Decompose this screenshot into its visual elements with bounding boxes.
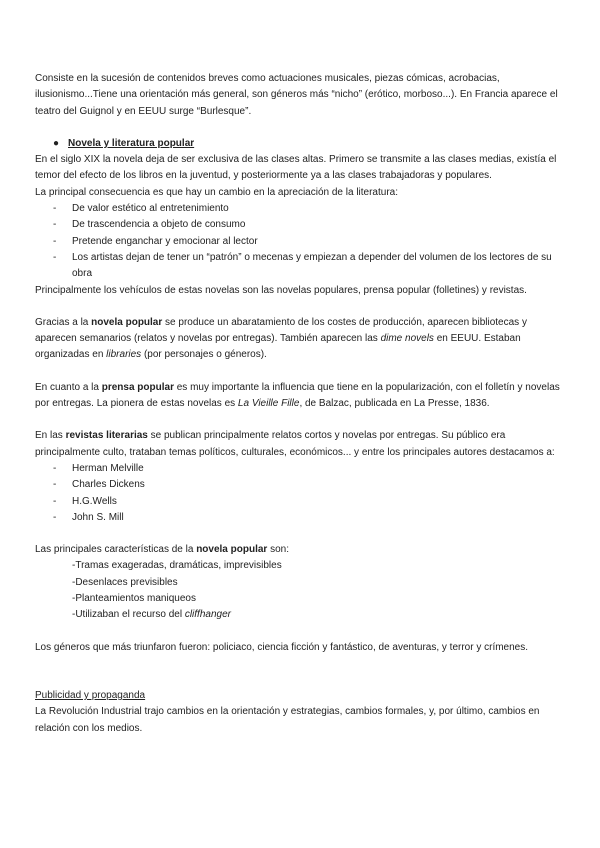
author-name: H.G.Wells xyxy=(72,495,117,507)
author-name: Herman Melville xyxy=(72,462,144,474)
paragraph-novela-popular xyxy=(35,315,570,364)
spacer xyxy=(35,624,570,640)
paragraph-consecuencia: La principal consecuencia es que hay un cambio en la apreciación de la literatura: xyxy=(35,186,399,198)
bold-term: prensa popular xyxy=(101,381,174,393)
text-run: (por personajes o géneros). xyxy=(141,349,267,361)
text-run: son: xyxy=(267,544,289,556)
text-run: en EEUU. Estaban organizadas en xyxy=(35,333,521,361)
text-run: , de Balzac, publicada en La Presse, 1836. xyxy=(299,398,490,410)
list-item: -Tramas exageradas, dramáticas, imprevisibles xyxy=(72,560,282,572)
section-title-novela: Novela y literatura popular xyxy=(68,137,195,149)
dash-icon: - xyxy=(53,462,57,474)
paragraph-vehiculos: Principalmente los vehículos de estas novelas son las novelas populares, prensa popular (folletines) y revistas. xyxy=(35,284,527,296)
paragraph-revolucion: La Revolución Industrial trajo cambios en la orientación y estrategias, cambios formales, y, por último, cambios en relación con los medios. xyxy=(35,706,540,734)
paragraph-generos: Los géneros que más triunfaron fueron: policiaco, ciencia ficción y fantástico, de aventuras, y terror y crímenes. xyxy=(35,641,529,653)
list-item xyxy=(35,234,570,250)
list-item-text: Los artistas dejan de tener un “patrón” o mecenas y empiezan a depender del volumen de los lectores de su obra xyxy=(72,251,552,280)
italic-term: cliffhanger xyxy=(184,609,231,621)
paragraph-revistas xyxy=(35,428,570,461)
bold-term: novela popular xyxy=(196,544,268,556)
spacer xyxy=(35,412,570,428)
bold-term: novela popular xyxy=(91,316,163,328)
author-name: John S. Mill xyxy=(72,511,124,523)
italic-term: dime novels xyxy=(380,333,434,345)
dash-icon: - xyxy=(53,203,57,215)
spacer xyxy=(35,120,570,136)
list-item xyxy=(35,217,570,233)
section-heading-novela xyxy=(35,136,570,152)
text-run: es muy importante la influencia que tiene en la popularización, con el folletín y novelas por entregas. La pionera de estas novelas es xyxy=(35,381,560,410)
text-run: se publican principalmente relatos cortos y novelas por entregas. Su público era principalmente culto, trataban temas políticos, culturales, económicos... y entre los principales autores destacamos a: xyxy=(35,430,555,458)
list-item xyxy=(35,477,570,493)
text-run: se produce un abaratamiento de los costes de producción, aparecen bibliotecas y aparecen semanarios (relatos y novelas por entregas). También aparecen las xyxy=(35,316,527,345)
text-run: -Utilizaban el recurso del xyxy=(72,609,185,621)
list-item xyxy=(35,510,570,526)
list-item-text: De trascendencia a objeto de consumo xyxy=(72,219,246,231)
features-list xyxy=(35,558,570,623)
list-item: -Planteamientos maniqueos xyxy=(72,593,196,605)
list-item-text: Pretende enganchar y emocionar al lector xyxy=(72,235,258,247)
dash-icon: - xyxy=(53,479,57,491)
paragraph-intro: Consiste en la sucesión de contenidos breves como actuaciones musicales, piezas cómicas, acrobacias, ilusionismo...Tiene una orientación más general, son géneros más “nicho” (erótico, morboso...). En Francia aparece el teatro del Guignol y en EEUU surge “Burlesque”. xyxy=(35,73,558,117)
section-title-publicidad: Publicidad y propaganda xyxy=(35,689,146,701)
spacer xyxy=(35,656,570,672)
spacer xyxy=(35,299,570,315)
paragraph-prensa-popular xyxy=(35,380,570,413)
list-item-text: De valor estético al entretenimiento xyxy=(72,203,229,215)
paragraph-siglo-xix: En el siglo XIX la novela deja de ser exclusiva de las clases altas. Primero se transmite a las clases medias, existía el temor del efecto de los libros en la juventud, y posteriormente ya a las clases trabajadoras y populares. xyxy=(35,154,557,182)
list-item: -Desenlaces previsibles xyxy=(72,576,178,588)
list-item xyxy=(72,607,570,623)
text-run: En las xyxy=(35,430,66,442)
list-item xyxy=(35,250,570,283)
italic-term: libraries xyxy=(106,349,142,361)
spacer xyxy=(35,526,570,542)
authors-list xyxy=(35,461,570,526)
consequence-list xyxy=(35,201,570,282)
bullet-icon: ● xyxy=(53,137,60,149)
spacer xyxy=(35,672,570,688)
text-run: En cuanto a la xyxy=(35,381,102,393)
dash-icon: - xyxy=(53,251,57,263)
dash-icon: - xyxy=(53,235,57,247)
document-content xyxy=(35,71,570,737)
dash-icon: - xyxy=(53,219,57,231)
text-run: Gracias a la xyxy=(35,316,92,328)
list-item xyxy=(35,201,570,217)
list-item xyxy=(35,494,570,510)
author-name: Charles Dickens xyxy=(72,479,145,491)
list-item xyxy=(35,461,570,477)
paragraph-caracteristicas xyxy=(35,542,570,558)
dash-icon: - xyxy=(53,511,57,523)
text-run: Las principales características de la xyxy=(35,544,197,556)
spacer xyxy=(35,364,570,380)
italic-term: La Vieille Fille xyxy=(237,398,300,410)
bold-term: revistas literarias xyxy=(65,430,148,442)
dash-icon: - xyxy=(53,495,57,507)
